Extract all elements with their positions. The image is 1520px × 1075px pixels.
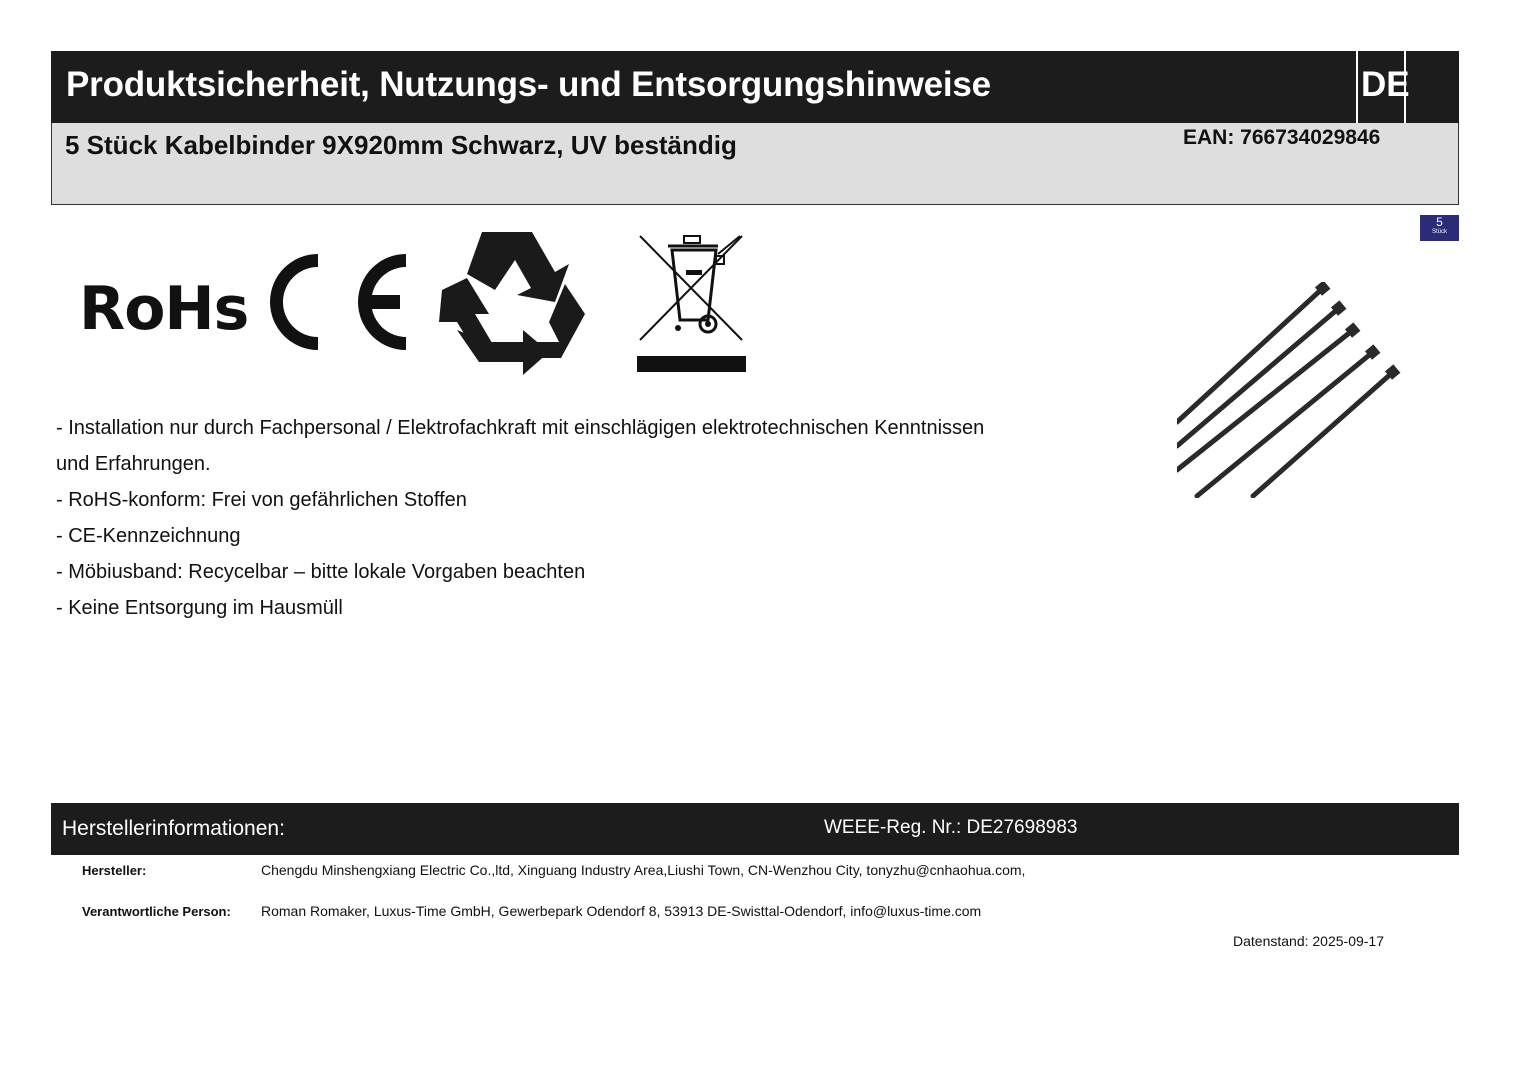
page-title: Produktsicherheit, Nutzungs- und Entsorgungshinweise (66, 65, 991, 104)
crossed-out-bin-icon (636, 232, 748, 374)
manufacturer-bar (51, 803, 1459, 855)
badge-small-text: Stück (1431, 229, 1447, 235)
weee-reg-number: WEEE-Reg. Nr.: DE27698983 (824, 817, 1078, 838)
responsible-person-value: Roman Romaker, Luxus-Time GmbH, Gewerbepark Odendorf 8, 53913 DE-Swisttal-Odendorf, info@luxus-time.com (261, 903, 982, 919)
product-name: 5 Stück Kabelbinder 9X920mm Schwarz, UV beständig (65, 130, 737, 160)
note-line: - Installation nur durch Fachpersonal / Elektrofachkraft mit einschlägigen elektrotechnischen Kenntnissen (56, 417, 985, 439)
ean-code: EAN: 766734029846 (1183, 126, 1381, 149)
header-bar (51, 51, 1459, 123)
manufacturer-value: Chengdu Minshengxiang Electric Co.,ltd, Xinguang Industry Area,Liushi Town, CN-Wenzhou City, tonyzhu@cnhaohua.com, (261, 862, 1026, 878)
note-line: - Möbiusband: Recycelbar – bitte lokale Vorgaben beachten (56, 561, 586, 583)
language-code: DE (1361, 65, 1410, 104)
responsible-person-label: Verantwortliche Person: (82, 904, 231, 919)
product-bar (51, 123, 1459, 205)
note-line: - CE-Kennzeichnung (56, 525, 241, 547)
note-line: - Keine Entsorgung im Hausmüll (56, 597, 343, 619)
badge-count: 5 (1436, 215, 1443, 229)
ce-mark-icon (258, 250, 408, 355)
cable-ties-image (1177, 282, 1407, 498)
quantity-badge (1420, 215, 1459, 241)
note-line: - RoHS-konform: Frei von gefährlichen Stoffen (56, 489, 467, 511)
manufacturer-label: Hersteller: (82, 863, 147, 878)
safety-notes (56, 410, 984, 626)
rohs-logo: RoHs (79, 274, 249, 344)
manufacturer-title: Herstellerinformationen: (62, 817, 285, 840)
note-line: und Erfahrungen. (56, 453, 211, 475)
recycle-icon (437, 230, 587, 375)
data-date: Datenstand: 2025-09-17 (1233, 933, 1384, 949)
